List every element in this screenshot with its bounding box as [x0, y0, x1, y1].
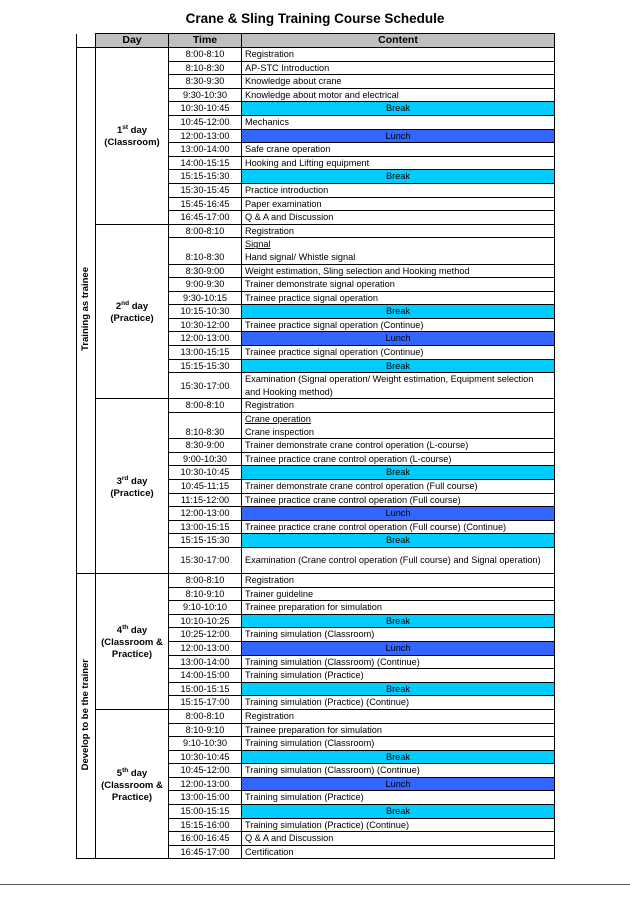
- time-cell: 12:00-13:00: [169, 777, 242, 791]
- content-cell: Hooking and Lifting equipment: [242, 156, 555, 170]
- content-cell: Knowledge about crane: [242, 75, 555, 89]
- phase-cell: [77, 573, 96, 858]
- time-cell: 15:15-15:30: [169, 534, 242, 548]
- time-cell: 10:25-12:00: [169, 628, 242, 642]
- content-text: Crane inspection: [245, 426, 314, 437]
- content-cell: Break: [242, 102, 555, 116]
- content-cell: Training simulation (Classroom) (Continue): [242, 655, 555, 669]
- content-cell: Lunch: [242, 777, 555, 791]
- time-cell: 11:15-12:00: [169, 493, 242, 507]
- page-title: Crane & Sling Training Course Schedule: [185, 11, 445, 26]
- time-cell: 8:10-8:30: [169, 238, 242, 264]
- day-number: 1: [116, 125, 123, 137]
- day-suffix: th: [122, 766, 129, 774]
- content-cell: Examination (Signal operation/ Weight estimation, Equipment selection and Hooking method): [242, 373, 555, 399]
- content-cell: Q & A and Discussion: [242, 832, 555, 846]
- time-cell: 16:45-17:00: [169, 845, 242, 859]
- time-cell: 8:00-8:10: [169, 573, 242, 587]
- content-cell: Trainer demonstrate signal operation: [242, 278, 555, 292]
- time-cell: 10:30-10:45: [169, 102, 242, 116]
- time-cell: 10:30-10:45: [169, 466, 242, 480]
- content-cell: Trainee preparation for simulation: [242, 723, 555, 737]
- content-cell: Lunch: [242, 641, 555, 655]
- time-cell: 9:30-10:30: [169, 88, 242, 102]
- day-type: (Classroom): [104, 137, 160, 149]
- day-word: day: [131, 475, 148, 487]
- time-cell: 15:15-15:30: [169, 359, 242, 373]
- content-cell: AP-STC Introduction: [242, 61, 555, 75]
- time-cell: 9:00-9:30: [169, 278, 242, 292]
- day-cell: [96, 709, 169, 859]
- content-cell: Lunch: [242, 507, 555, 521]
- time-cell: 8:00-8:10: [169, 48, 242, 62]
- time-cell: 14:00-15:00: [169, 669, 242, 683]
- content-cell: [242, 413, 555, 439]
- day-word: day: [131, 301, 149, 313]
- time-cell: 15:45-16:45: [169, 197, 242, 211]
- content-cell: Mechanics: [242, 115, 555, 129]
- time-cell: 8:10-8:30: [169, 61, 242, 75]
- content-cell: Training simulation (Classroom) (Continue): [242, 764, 555, 778]
- content-cell: Training simulation (Classroom): [242, 628, 555, 642]
- day-type: (Practice): [110, 487, 154, 499]
- content-cell: Break: [242, 466, 555, 480]
- content-cell: Break: [242, 359, 555, 373]
- day-cell: [96, 573, 169, 709]
- time-cell: 15:15-17:00: [169, 696, 242, 710]
- content-cell: Training simulation (Practice): [242, 669, 555, 683]
- time-cell: 13:00-15:15: [169, 520, 242, 534]
- day-number: 5: [116, 767, 123, 779]
- time-cell: 15:15-15:30: [169, 170, 242, 184]
- section-heading: Crane operation: [245, 414, 311, 425]
- time-cell: 15:30-15:45: [169, 183, 242, 197]
- content-cell: Break: [242, 750, 555, 764]
- table-row: [77, 709, 555, 723]
- day-cell: [96, 399, 169, 574]
- content-cell: Training simulation (Practice) (Continue): [242, 696, 555, 710]
- day-number: 4: [116, 625, 123, 637]
- content-cell: Trainee practice crane control operation (Full course): [242, 493, 555, 507]
- time-cell: 8:10-9:10: [169, 723, 242, 737]
- time-cell: 10:15-10:30: [169, 305, 242, 319]
- phase-cell: [77, 48, 96, 574]
- content-cell: Trainee practice signal operation (Continue): [242, 318, 555, 332]
- time-cell: 13:00-15:15: [169, 346, 242, 360]
- content-cell: Lunch: [242, 332, 555, 346]
- time-cell: 9:00-10:30: [169, 452, 242, 466]
- time-cell: 8:10-8:30: [169, 413, 242, 439]
- day-type: (Classroom & Practice): [101, 779, 163, 803]
- content-cell: Training simulation (Practice): [242, 791, 555, 805]
- time-cell: 10:10-10:25: [169, 614, 242, 628]
- content-cell: Trainee practice signal operation: [242, 291, 555, 305]
- time-header: Time: [169, 34, 242, 48]
- day-suffix: th: [122, 623, 129, 631]
- time-cell: 16:45-17:00: [169, 211, 242, 225]
- content-cell: Break: [242, 614, 555, 628]
- time-cell: 15:00-15:15: [169, 805, 242, 819]
- content-cell: Training simulation (Practice) (Continue): [242, 818, 555, 832]
- content-cell: Safe crane operation: [242, 143, 555, 157]
- time-cell: 16:00-16:45: [169, 832, 242, 846]
- time-cell: 10:30-10:45: [169, 750, 242, 764]
- content-cell: Q & A and Discussion: [242, 211, 555, 225]
- time-cell: 14:00-15:15: [169, 156, 242, 170]
- content-cell: Trainee practice crane control operation (L-course): [242, 452, 555, 466]
- time-cell: 15:00-15:15: [169, 682, 242, 696]
- content-cell: Registration: [242, 709, 555, 723]
- day-number: 3: [116, 475, 122, 487]
- content-cell: Registration: [242, 399, 555, 413]
- table-row: [77, 573, 555, 587]
- content-cell: Registration: [242, 224, 555, 238]
- time-cell: 9:10-10:30: [169, 737, 242, 751]
- content-cell: Trainee preparation for simulation: [242, 601, 555, 615]
- time-cell: 8:00-8:10: [169, 399, 242, 413]
- time-cell: 8:00-8:10: [169, 224, 242, 238]
- time-cell: 12:00-13:00: [169, 641, 242, 655]
- content-cell: Weight estimation, Sling selection and Hooking method: [242, 264, 555, 278]
- time-cell: 9:10-10:10: [169, 601, 242, 615]
- content-cell: Certification: [242, 845, 555, 859]
- day-type: (Classroom & Practice): [101, 637, 163, 661]
- table-row: [77, 224, 555, 238]
- content-cell: Paper examination: [242, 197, 555, 211]
- time-cell: 9:30-10:15: [169, 291, 242, 305]
- content-cell: Break: [242, 682, 555, 696]
- schedule-table: [76, 33, 555, 859]
- content-cell: Break: [242, 170, 555, 184]
- content-cell: Registration: [242, 573, 555, 587]
- table-row: [77, 399, 555, 413]
- content-cell: Trainer guideline: [242, 587, 555, 601]
- time-cell: 12:00-13:00: [169, 507, 242, 521]
- time-cell: 10:45-11:15: [169, 480, 242, 494]
- day-type: (Practice): [110, 313, 154, 325]
- day-suffix: st: [122, 124, 129, 132]
- time-cell: 10:45-12:00: [169, 115, 242, 129]
- time-cell: 15:30-17:00: [169, 373, 242, 399]
- content-cell: Trainer demonstrate crane control operation (Full course): [242, 480, 555, 494]
- time-cell: 8:10-9:10: [169, 587, 242, 601]
- content-text: Hand signal/ Whistle signal: [245, 251, 356, 262]
- content-cell: Trainee practice signal operation (Continue): [242, 346, 555, 360]
- time-cell: 12:00-13:00: [169, 129, 242, 143]
- content-cell: Lunch: [242, 129, 555, 143]
- time-cell: 10:30-12:00: [169, 318, 242, 332]
- time-cell: 13:00-15:00: [169, 791, 242, 805]
- content-cell: Training simulation (Classroom): [242, 737, 555, 751]
- content-cell: [242, 238, 555, 264]
- time-cell: 10:45-12:00: [169, 764, 242, 778]
- header-row: [77, 34, 555, 48]
- time-cell: 15:30-17:00: [169, 547, 242, 573]
- content-cell: Examination (Crane control operation (Full course) and Signal operation): [242, 547, 555, 573]
- content-cell: Practice introduction: [242, 183, 555, 197]
- day-header: Day: [96, 34, 169, 48]
- day-word: day: [130, 625, 148, 637]
- time-cell: 15:15-16:00: [169, 818, 242, 832]
- phase-label: Training as trainee: [79, 266, 91, 351]
- time-cell: 13:00-14:00: [169, 143, 242, 157]
- time-cell: 8:00-8:10: [169, 709, 242, 723]
- section-heading: Signal: [245, 239, 271, 250]
- content-cell: Break: [242, 305, 555, 319]
- day-number: 2: [115, 301, 122, 313]
- content-cell: Knowledge about motor and electrical: [242, 88, 555, 102]
- time-cell: 12:00-13:00: [169, 332, 242, 346]
- phase-label: Develop to be the trainer: [79, 658, 91, 771]
- day-suffix: nd: [121, 300, 130, 307]
- time-cell: 8:30-9:30: [169, 75, 242, 89]
- phase-header: [77, 34, 96, 48]
- day-word: day: [130, 125, 148, 137]
- content-cell: Trainee practice crane control operation (Full course) (Continue): [242, 520, 555, 534]
- time-cell: 8:30-9:00: [169, 439, 242, 453]
- content-cell: Trainer demonstrate crane control operation (L-course): [242, 439, 555, 453]
- schedule-body: [77, 48, 555, 859]
- day-word: day: [130, 767, 148, 779]
- bottom-divider: [0, 884, 630, 885]
- time-cell: 13:00-14:00: [169, 655, 242, 669]
- table-row: [77, 48, 555, 62]
- content-header: Content: [242, 34, 555, 48]
- content-cell: Break: [242, 805, 555, 819]
- time-cell: 8:30-9:00: [169, 264, 242, 278]
- content-cell: Break: [242, 534, 555, 548]
- content-cell: Registration: [242, 48, 555, 62]
- day-cell: [96, 224, 169, 399]
- day-cell: [96, 48, 169, 225]
- day-suffix: rd: [121, 474, 129, 482]
